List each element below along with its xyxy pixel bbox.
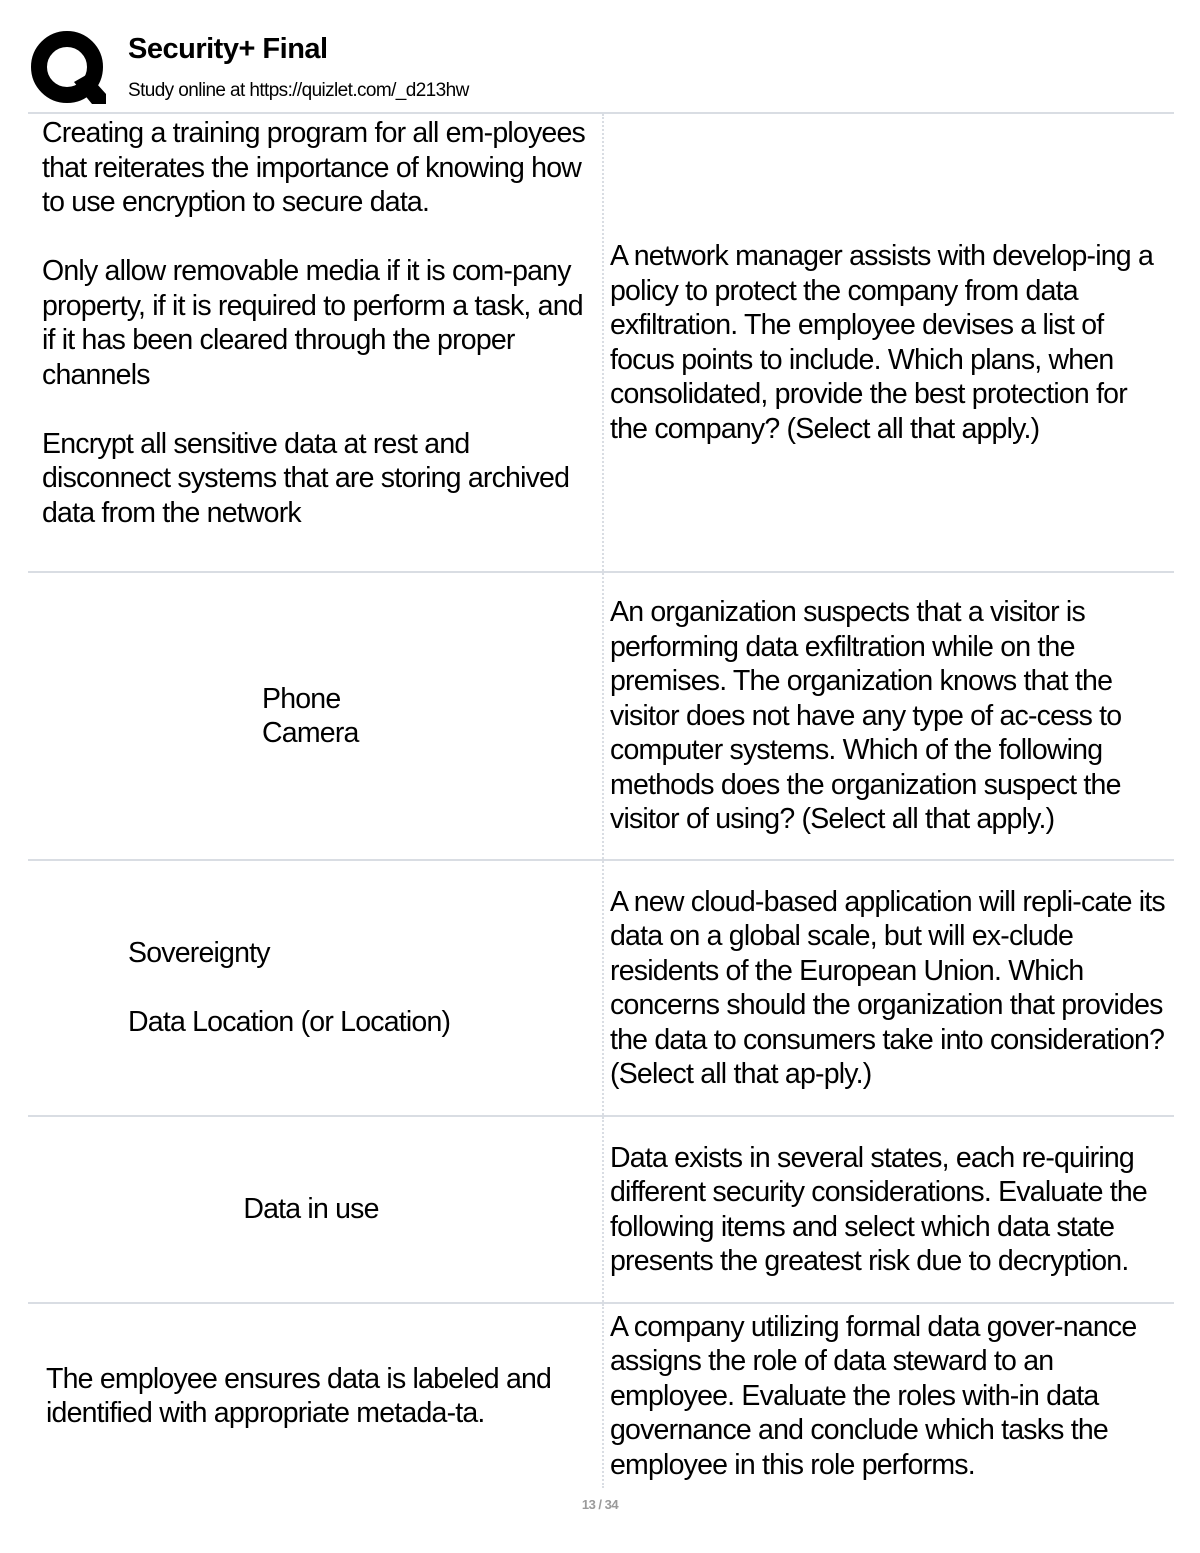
card-term bbox=[28, 861, 602, 1115]
card-definition bbox=[602, 114, 1174, 571]
card-definition bbox=[602, 573, 1174, 859]
term-line: Data Location (or Location) bbox=[128, 1006, 451, 1039]
term-line: Phone bbox=[262, 682, 341, 715]
flashcard-row bbox=[28, 1115, 1174, 1302]
card-term bbox=[28, 573, 602, 859]
term-line: Data in use bbox=[243, 1193, 379, 1226]
flashcard-row bbox=[28, 859, 1174, 1115]
page-header bbox=[0, 0, 1200, 112]
term-line: Camera bbox=[262, 717, 359, 749]
term-paragraph: The employee ensures data is labeled and identified with appropriate metada-ta. bbox=[46, 1362, 552, 1429]
card-definition bbox=[602, 861, 1174, 1115]
term-paragraph: Creating a training program for all em-ployees that reiterates the importance of knowing how to use encryption to secure data. bbox=[42, 117, 585, 218]
flashcard-list bbox=[28, 112, 1174, 1488]
flashcard-row bbox=[28, 1302, 1174, 1488]
flashcard-row bbox=[28, 112, 1174, 571]
definition-text: A new cloud-based application will repli-cate its data on a global scale, but will ex-clude residents of the European Union. Which concerns should the organization that provides the data to consumers take into consideration? (Select all that ap-ply.) bbox=[610, 885, 1165, 1090]
card-term bbox=[28, 114, 602, 571]
flashcard-row bbox=[28, 571, 1174, 859]
term-line: Sovereignty bbox=[128, 937, 270, 970]
quizlet-logo-icon bbox=[30, 30, 108, 108]
card-term bbox=[28, 1117, 602, 1302]
deck-study-link[interactable]: Study online at https://quizlet.com/_d213hw bbox=[128, 80, 469, 101]
term-paragraph: Encrypt all sensitive data at rest and disconnect systems that are storing archived data from the network bbox=[42, 427, 570, 529]
definition-text: An organization suspects that a visitor is performing data exfiltration while on the premises. The organization knows that the visitor does not have any type of ac-cess to computer systems. Which of the following methods does the organization suspect the visitor of using? (Select all that apply.) bbox=[610, 596, 1122, 836]
term-paragraph: Only allow removable media if it is com-pany property, if it is required to perform a task, and if it has been cleared through the proper channels bbox=[42, 255, 583, 391]
definition-text: A network manager assists with develop-ing a policy to protect the company from data exfiltration. The employee devises a list of focus points to include. Which plans, when consolidated, provide the best protection for the company? (Select all that apply.) bbox=[610, 240, 1154, 445]
definition-text: Data exists in several states, each re-quiring different security considerations. Evaluate the following items and select which data state presents the greatest risk due to decryption. bbox=[610, 1141, 1147, 1277]
card-definition bbox=[602, 1117, 1174, 1302]
card-term bbox=[28, 1304, 602, 1488]
page-number: 13 / 34 bbox=[581, 1497, 619, 1512]
card-definition bbox=[602, 1304, 1174, 1488]
deck-title: Security+ Final bbox=[128, 33, 328, 65]
definition-text: A company utilizing formal data gover-nance assigns the role of data steward to an employee. Evaluate the roles with-in data governance and conclude which tasks the employee in this role performs. bbox=[610, 1310, 1137, 1481]
